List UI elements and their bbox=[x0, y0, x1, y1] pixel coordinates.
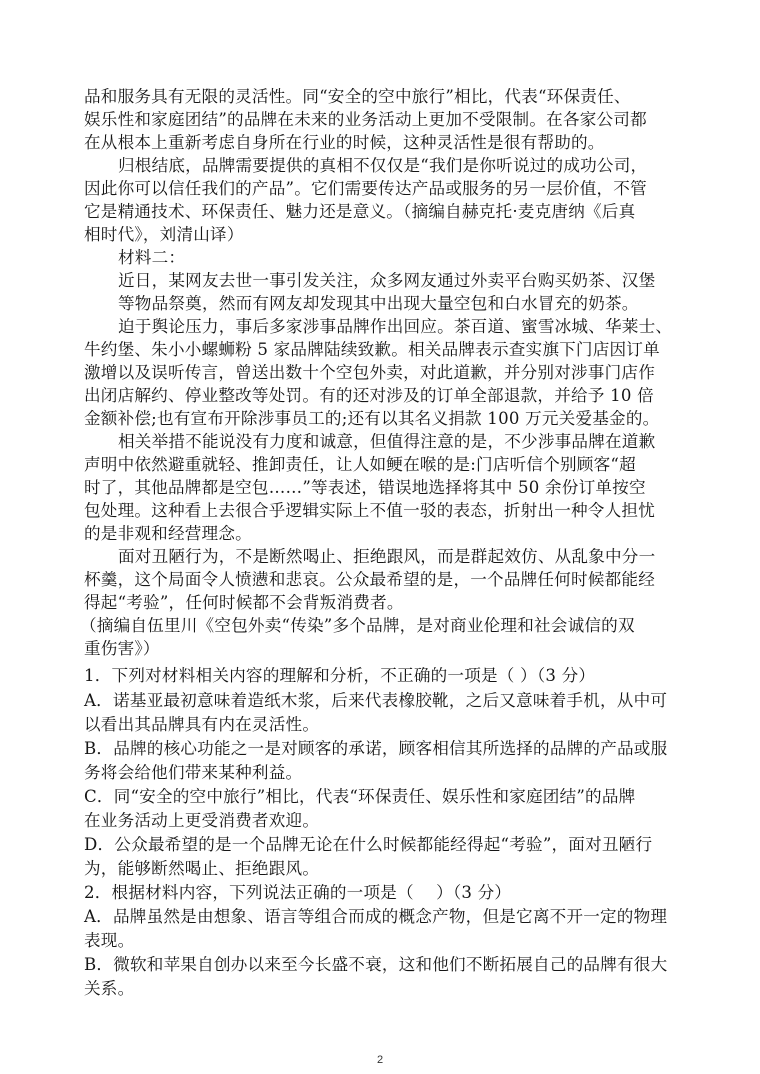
text-line: 品和服务具有无限的灵活性。同“安全的空中旅行”相比，代表“环保责任、 bbox=[84, 87, 631, 106]
question-1-stem: 1．下列对材料相关内容的理解和分析，不正确的一项是（ ）（3 分） bbox=[84, 666, 596, 685]
text-line: 杯羹，这个局面令人愤懑和悲哀。公众最希望的是，一个品牌任何时候都能经 bbox=[84, 570, 655, 589]
page-number: 2 bbox=[376, 1054, 384, 1066]
question-2-option-b: 关系。 bbox=[84, 979, 135, 998]
question-2-option-a: A．品牌虽然是由想象、语言等组合而成的概念产物，但是它离不开一定的物理 bbox=[84, 907, 668, 926]
question-1-option-b: B．品牌的核心功能之一是对顾客的承诺，顾客相信其所选择的品牌的产品或服 bbox=[84, 739, 668, 758]
section-heading: 材料二： bbox=[118, 248, 186, 267]
question-1-option-d: 为，能够断然喝止、拒绝跟风。 bbox=[84, 859, 320, 878]
question-1-option-b: 务将会给他们带来某种利益。 bbox=[84, 763, 303, 782]
text-line: 娱乐性和家庭团结”的品牌在未来的业务活动上更加不受限制。在各家公司都 bbox=[84, 110, 647, 129]
text-line: 在从根本上重新考虑自身所在行业的时候，这种灵活性是很有帮助的。 bbox=[84, 133, 605, 152]
text-line: 因此你可以信任我们的产品”。它们需要传达产品或服务的另一层价值，不管 bbox=[84, 179, 647, 198]
question-1-option-a: A．诺基亚最初意味着造纸木浆，后来代表橡胶靴，之后又意味着手机，从中可 bbox=[84, 691, 668, 710]
question-2-stem: 2．根据材料内容，下列说法正确的一项是（ ）（3 分） bbox=[84, 883, 512, 902]
text-line: 归根结底，品牌需要提供的真相不仅仅是“我们是你听说过的成功公司， bbox=[118, 156, 648, 175]
text-line: 出闭店解约、停业整改等处罚。有的还对涉及的订单全部退款，并给予 10 倍 bbox=[84, 386, 654, 405]
text-line: 迫于舆论压力，事后多家涉事品牌作出回应。茶百道、蜜雪冰城、华莱士、 bbox=[118, 317, 673, 336]
question-1-option-c: C．同“安全的空中旅行”相比，代表“环保责任、娱乐性和家庭团结”的品牌 bbox=[84, 787, 636, 806]
text-line: 等物品祭奠，然而有网友却发现其中出现大量空包和白水冒充的奶茶。 bbox=[118, 294, 639, 313]
question-1-option-c: 在业务活动上更受消费者欢迎。 bbox=[84, 811, 320, 830]
text-line: 声明中依然避重就轻、推卸责任，让人如鲠在喉的是:门店听信个别顾客“超 bbox=[84, 455, 636, 474]
text-line: 激增以及误听传言，曾送出数十个空包外卖，对此道歉，并分别对涉事门店作 bbox=[84, 363, 655, 382]
text-line: 包处理。这种看上去很合乎逻辑实际上不值一驳的表态，折射出一种令人担忧 bbox=[84, 501, 655, 520]
question-2-option-a: 表现。 bbox=[84, 931, 135, 950]
text-line: 相时代》，刘清山译） bbox=[84, 225, 244, 244]
source-citation: 重伤害》） bbox=[84, 639, 160, 658]
question-1-option-d: D．公众最希望的是一个品牌无论在什么时候都能经得起“考验”，面对丑陋行 bbox=[84, 835, 653, 854]
text-line: 时了，其他品牌都是空包……”等表述，错误地选择将其中 50 余份订单按空 bbox=[84, 478, 646, 497]
text-line: 面对丑陋行为，不是断然喝止、拒绝跟风，而是群起效仿、从乱象中分一 bbox=[118, 547, 656, 566]
text-line: 近日，某网友去世一事引发关注，众多网友通过外卖平台购买奶茶、汉堡 bbox=[118, 271, 656, 290]
text-line: 金额补偿;也有宣布开除涉事员工的;还有以其名义捐款 100 万元关爱基金的。 bbox=[84, 409, 660, 428]
text-line: 牛约堡、朱小小螺蛳粉 5 家品牌陆续致歉。相关品牌表示查实旗下门店因订单 bbox=[84, 340, 660, 359]
source-citation: （摘编自伍里川《空包外卖“传染”多个品牌，是对商业伦理和社会诚信的双 bbox=[80, 616, 635, 635]
question-1-option-a: 以看出其品牌具有内在灵活性。 bbox=[84, 715, 320, 734]
text-line: 得起“考验”，任何时候都不会背叛消费者。 bbox=[84, 593, 404, 612]
question-2-option-b: B．微软和苹果自创办以来至今长盛不衰，这和他们不断拓展自己的品牌有很大 bbox=[84, 955, 668, 974]
text-line: 相关举措不能说没有力度和诚意，但值得注意的是，不少涉事品牌在道歉 bbox=[118, 432, 656, 451]
text-line: 的是非观和经营理念。 bbox=[84, 524, 252, 543]
text-line: 它是精通技术、环保责任、魅力还是意义。（摘编自赫克托·麦克唐纳《后真 bbox=[84, 202, 636, 221]
